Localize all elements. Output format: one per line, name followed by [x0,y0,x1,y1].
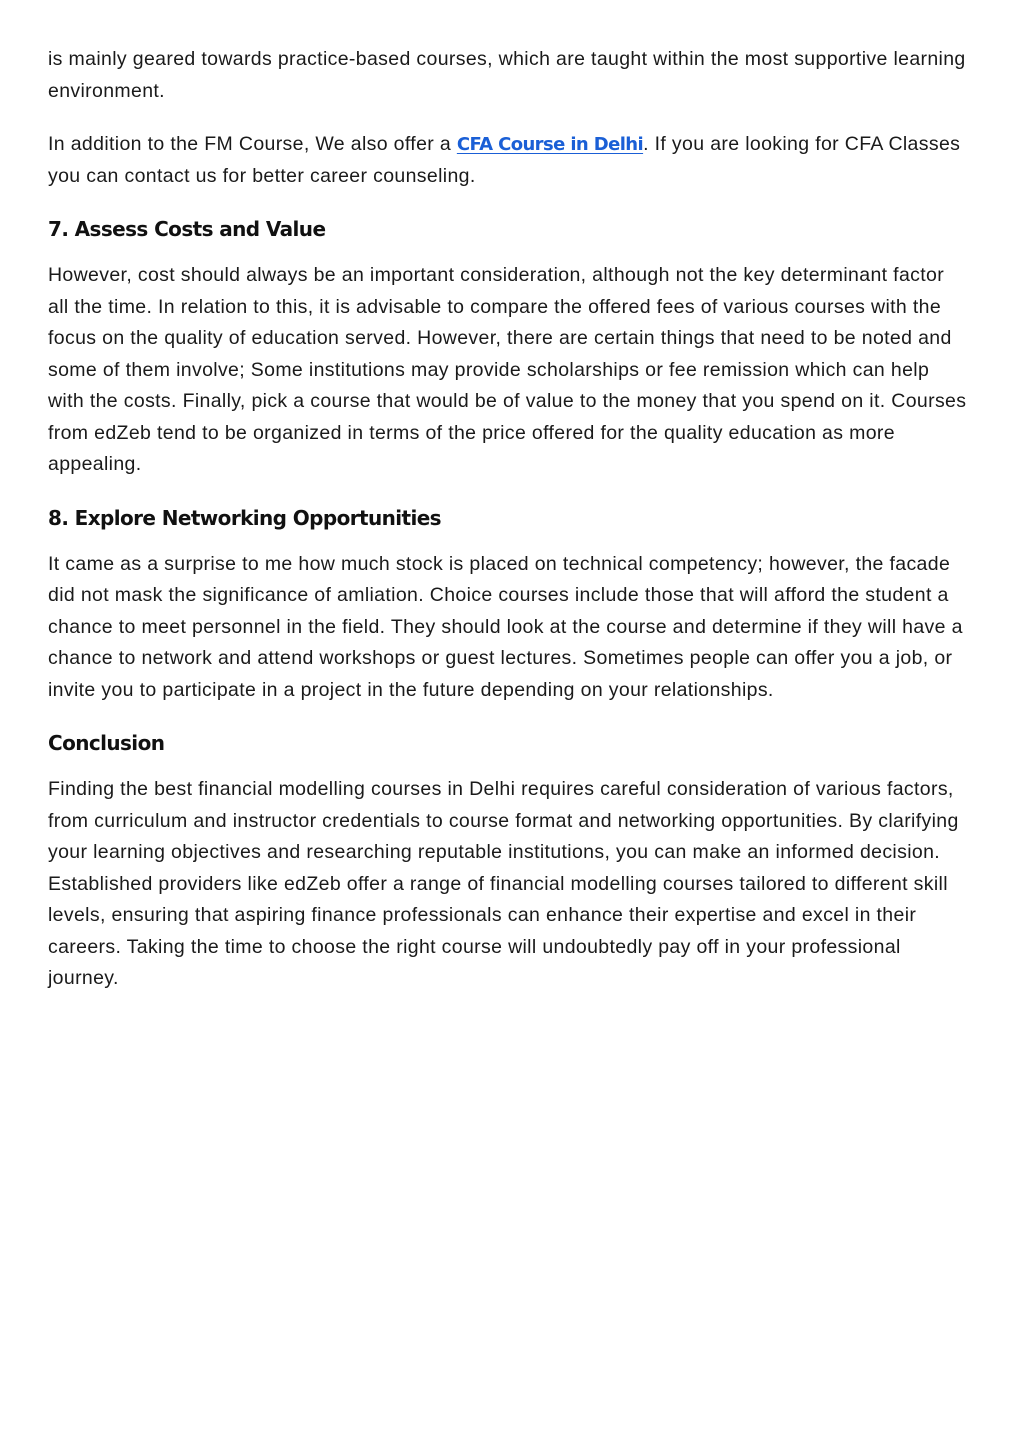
cfa-offer-paragraph [48,129,968,192]
conclusion-paragraph: Finding the best financial modelling courses in Delhi requires careful consideration of various factors, from curriculum and instructor credentials to course format and networking opportunities. By clarifying your learning objectives and researching reputable institutions, you can make an informed decision. Established providers like edZeb offer a range of financial modelling courses tailored to different skill levels, ensuring that aspiring finance professionals can enhance their expertise and excel in their careers. Taking the time to choose the right course will undoubtedly pay off in your professional journey. [48,778,959,989]
section-7-paragraph: However, cost should always be an important consideration, although not the key determinant factor all the time. In relation to this, it is advisable to compare the offered fees of various courses with the focus on the quality of education served. However, there are certain things that need to be noted and some of them involve; Some institutions may provide scholarships or fee remission which can help with the costs. Finally, pick a course that would be of value to the money that you spend on it. Courses from edZeb tend to be organized in terms of the price offered for the quality education as more appealing. [48,264,967,475]
section-8-heading: 8. Explore Networking Opportunities [48,505,441,530]
section-7-heading: 7. Assess Costs and Value [48,217,326,241]
cfa-offer-text-before: In addition to the FM Course, We also offer a [48,133,457,155]
cfa-offer-text-after: . If you are looking for CFA Classes you can contact us for better career counseling. [48,133,961,187]
conclusion-heading: Conclusion [48,731,165,755]
document-page [48,44,968,995]
cfa-course-link[interactable]: CFA Course in Delhi [456,134,644,155]
section-8-paragraph: It came as a surprise to me how much stock is placed on technical competency; however, the facade did not mask the significance of amliation. Choice courses include those that will afford the student a chance to meet personnel in the field. They should look at the course and determine if they will have a chance to network and attend workshops or guest lectures. Sometimes people can offer you a job, or invite you to participate in a project in the future depending on your relationships. [48,552,963,701]
intro-paragraph: is mainly geared towards practice-based courses, which are taught within the most supportive learning environment. [48,48,966,102]
